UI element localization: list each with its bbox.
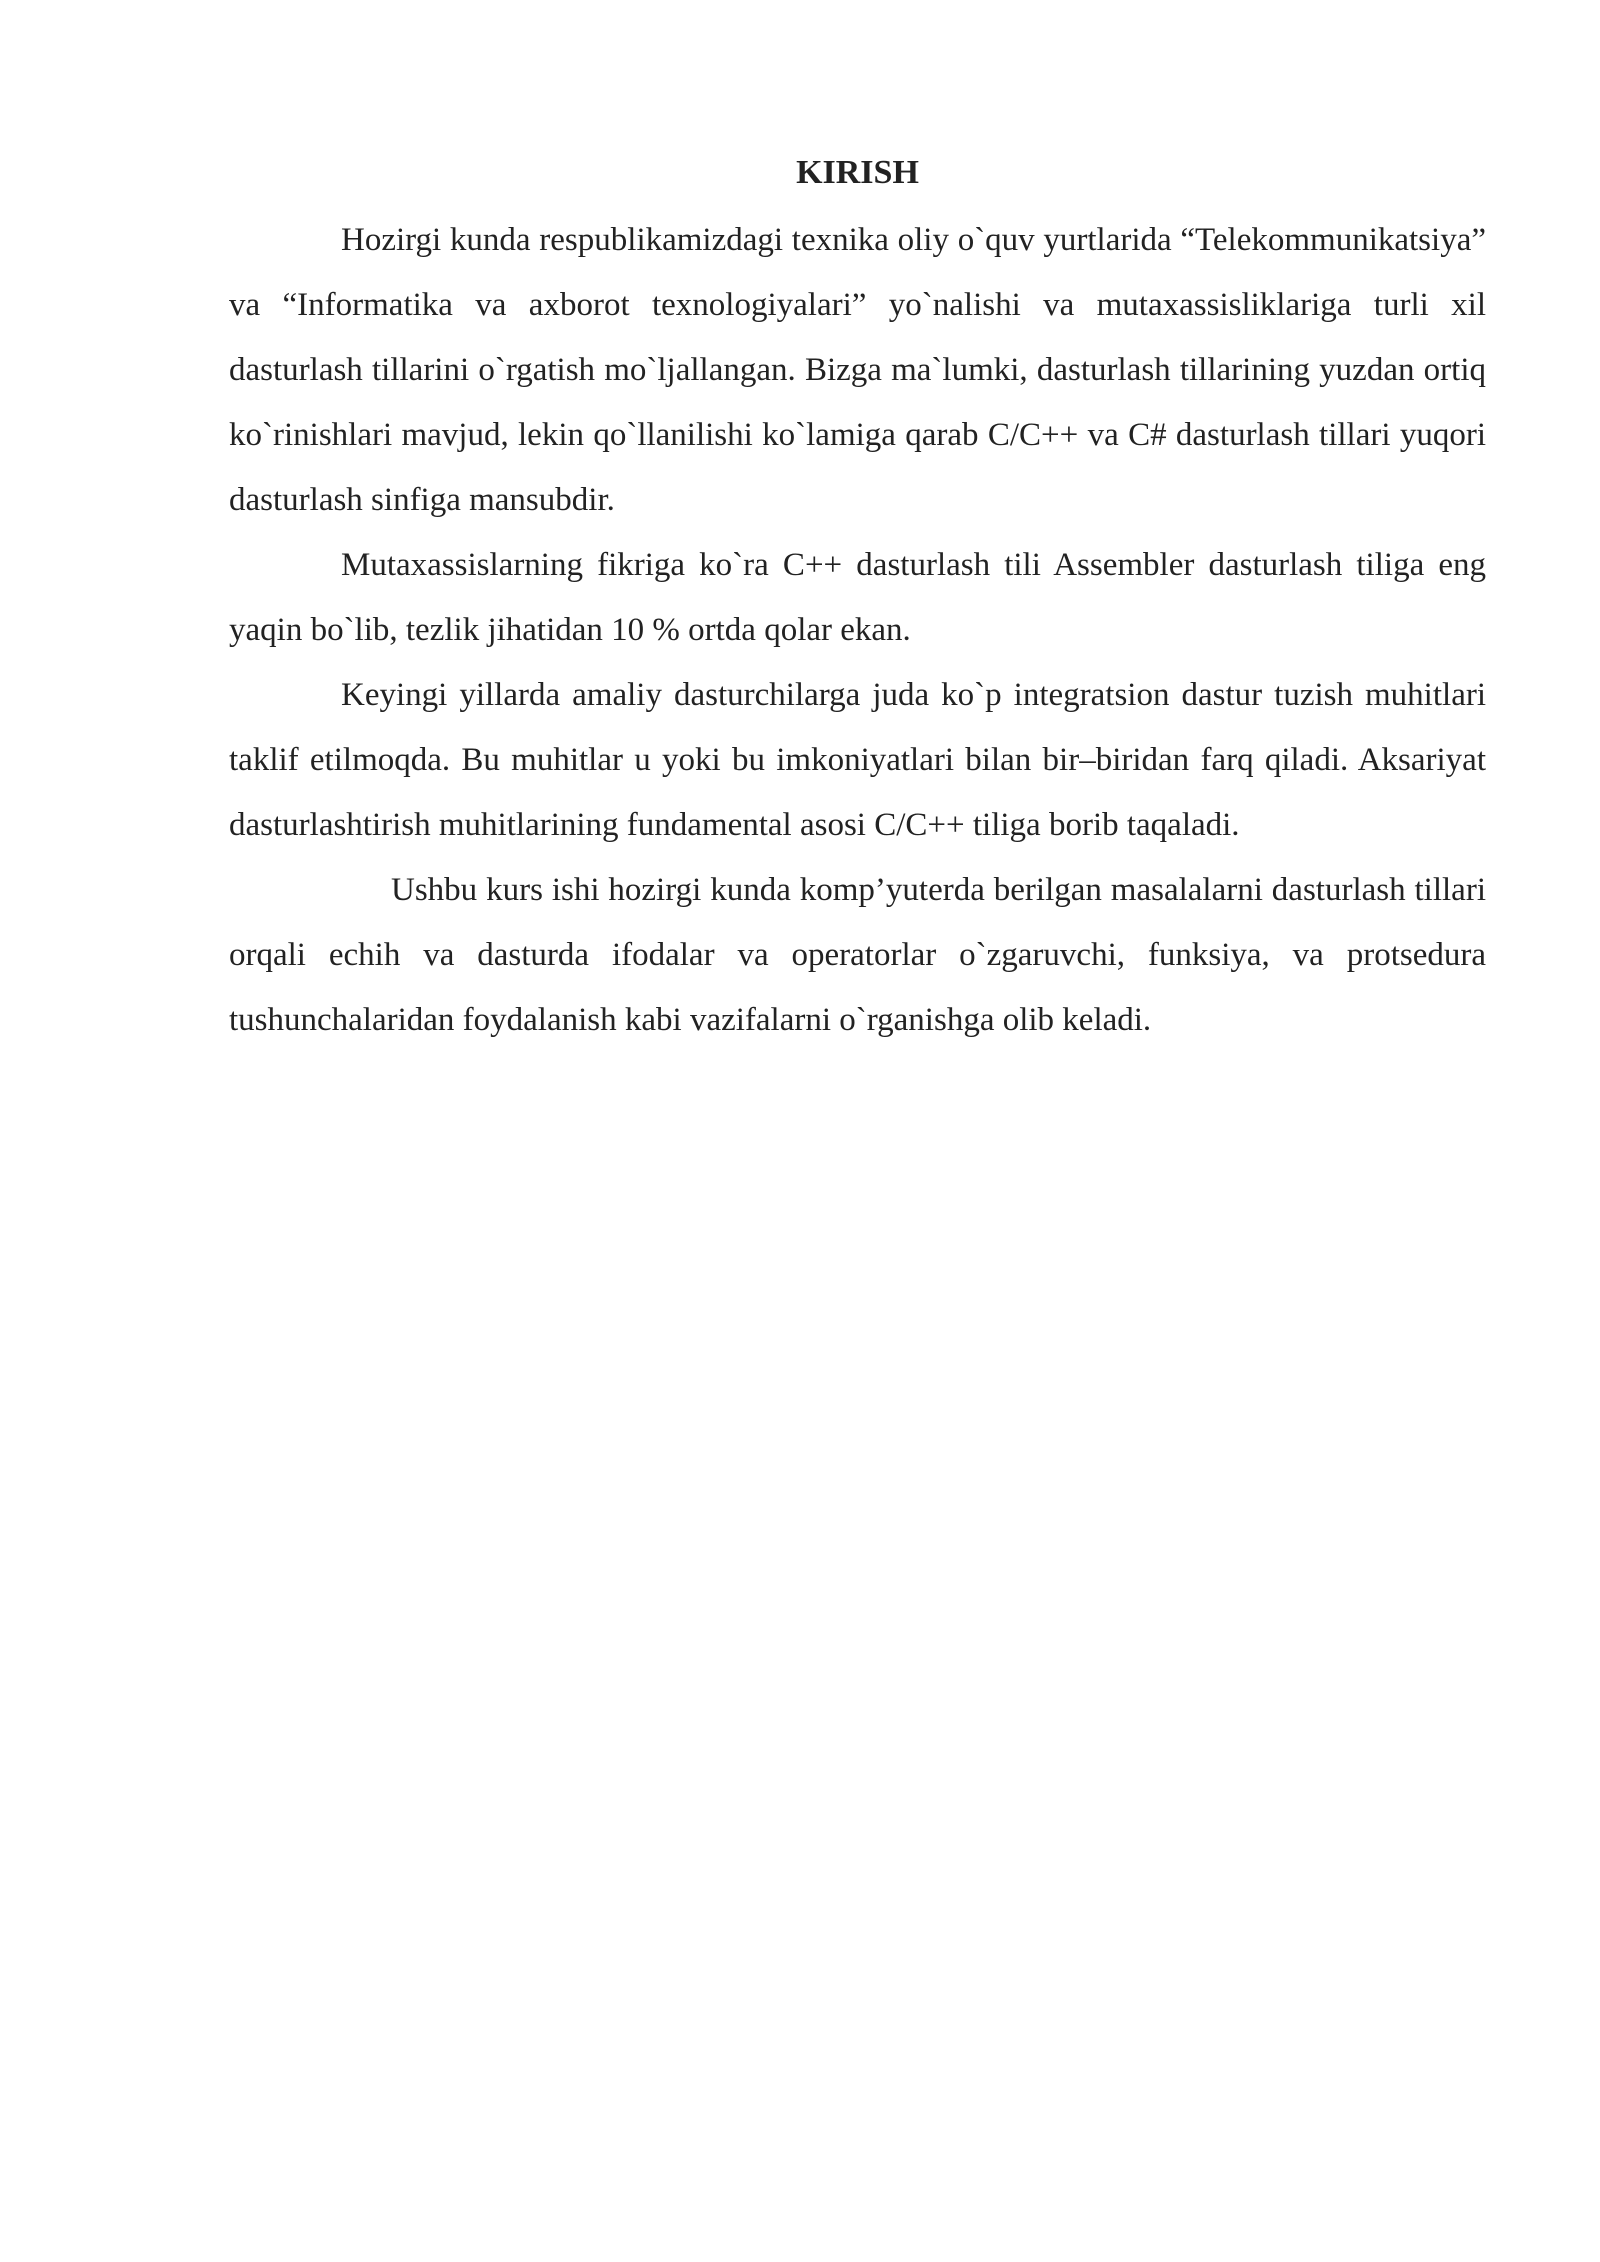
paragraph-experts: Mutaxassislarning fikriga ko`ra C++ dasturlash tili Assembler dasturlash tiliga eng yaqin bo`lib, tezlik jihatidan 10 % ortda qolar ekan. — [229, 547, 1486, 648]
paragraph-course-work: Ushbu kurs ishi hozirgi kunda komp’yuterda berilgan masalalarni dasturlash tillari orqali echih va dasturda ifodalar va operatorlar o`zgaruvchi, funksiya, va protsedura tushunchalaridan foydalanish kabi vazifalarni o`rganishga olib keladi. — [229, 872, 1486, 1038]
paragraph-environments: Keyingi yillarda amaliy dasturchilarga juda ko`p integratsion dastur tuzish muhitlari taklif etilmoqda. Bu muhitlar u yoki bu imkoniyatlari bilan bir–biridan farq qiladi. Aksariyat dasturlashtirish muhitlarining fundamental asosi C/C++ tiliga borib taqaladi. — [229, 677, 1486, 843]
paragraph-intro: Hozirgi kunda respublikamizdagi texnika oliy o`quv yurtlarida “Telekommunikatsiya” va “Informatika va axborot texnologiyalari” yo`nalishi va mutaxassisliklariga turli xil dasturlash tillarini o`rgatish mo`ljallangan. Bizga ma`lumki, dasturlash tillarining yuzdan ortiq ko`rinishlari mavjud, lekin qo`llanilishi ko`lamiga qarab C/C++ va C# dasturlash tillari yuqori dasturlash sinfiga mansubdir. — [229, 222, 1486, 518]
document-body — [229, 148, 1486, 1053]
page-title: KIRISH — [796, 154, 919, 191]
